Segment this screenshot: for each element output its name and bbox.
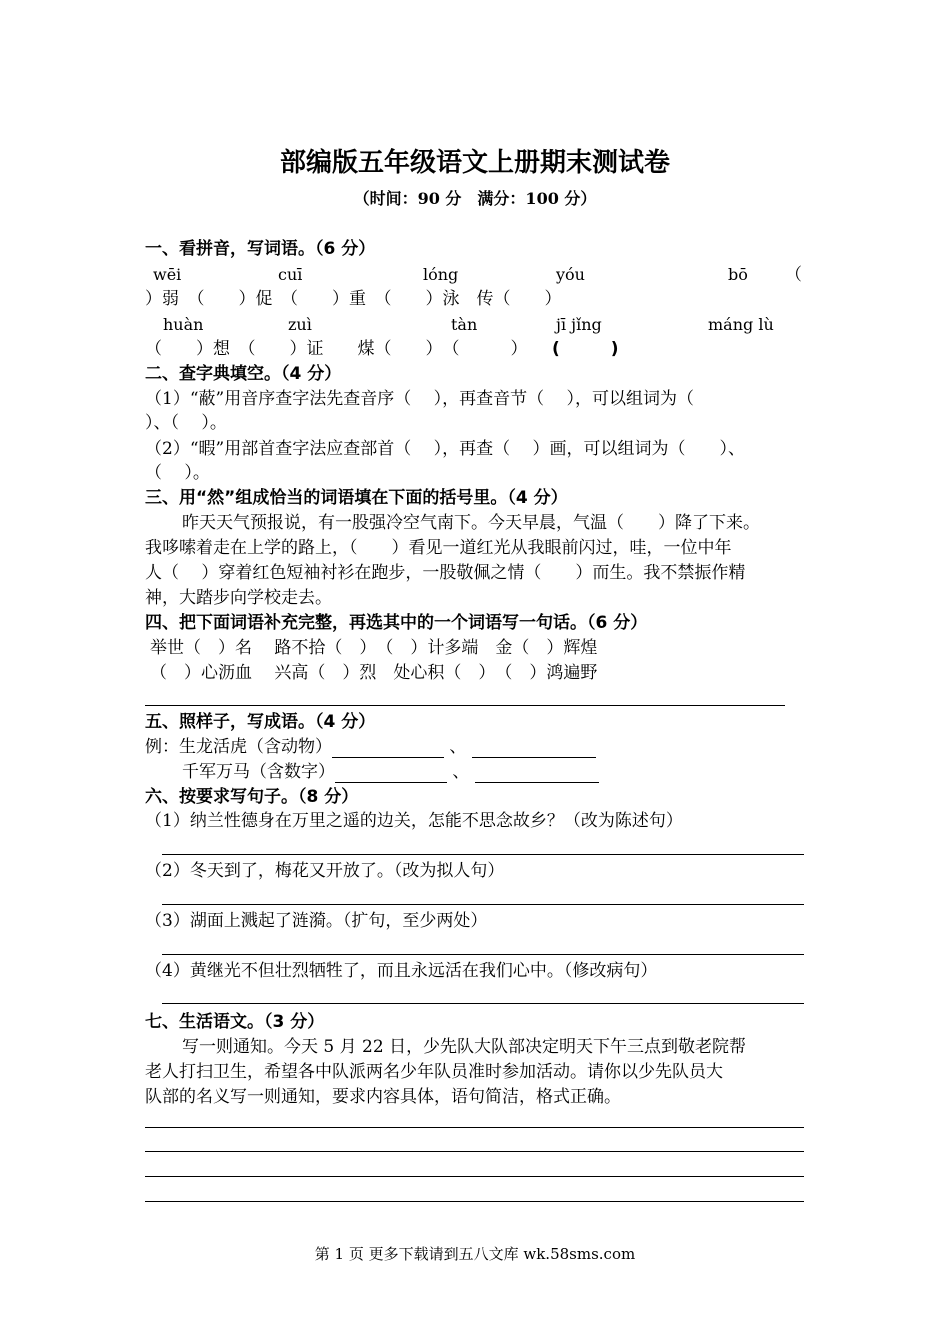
s2-line-1: （1）“蔽”用音序查字法先查音序（ ），再查音节（ ），可以组词为（	[145, 389, 695, 409]
pinyin-bo: bō	[728, 265, 748, 284]
pinyin-you: yóu	[556, 265, 585, 284]
answer-line	[145, 1176, 804, 1177]
pinyin-wei: wēi	[153, 265, 182, 284]
page-subtitle: （时间：90 分 满分：100 分）	[353, 189, 597, 208]
answer-line	[145, 1127, 804, 1128]
answer-blank	[335, 764, 447, 783]
pinyin-cui: cuī	[278, 265, 303, 284]
separator: 、	[452, 762, 470, 782]
s4-line-1: 举世（ ）名 路不拾（ ） （ ）计多端 金（ ）辉煌	[150, 638, 598, 658]
answer-line	[145, 1151, 804, 1152]
s2-line-2: ）、（ ）。	[145, 413, 227, 433]
words-row-2-end: ( )	[552, 339, 619, 359]
s6-question-3: （3）湖面上溅起了涟漪。（扩句，至少两处）	[145, 911, 488, 931]
words-row-2: （ ）想 （ ）证 煤（ ） （ ）	[145, 339, 528, 359]
section-6-heading: 六、按要求写句子。（8 分）	[145, 787, 359, 807]
s3-line-3: 人（ ）穿着红色短袖衬衫在跑步，一股敬佩之情（ ）而生。我不禁振作精	[145, 563, 746, 583]
answer-line	[162, 954, 804, 955]
pinyin-mang-lu: máng lù	[708, 315, 774, 334]
s2-line-4: （ ）。	[145, 463, 210, 483]
answer-line	[145, 1201, 804, 1202]
answer-line	[162, 854, 804, 855]
s7-line-1: 写一则通知。今天 5 月 22 日，少先队大队部决定明天下午三点到敬老院帮	[182, 1037, 747, 1057]
section-4-heading: 四、把下面词语补充完整，再选其中的一个词语写一句话。（6 分）	[145, 613, 648, 633]
section-3-heading: 三、用“然”组成恰当的词语填在下面的括号里。（4 分）	[145, 488, 568, 508]
s3-line-2: 我哆嗦着走在上学的路上，（ ）看见一道红光从我眼前闪过，哇，一位中年	[145, 538, 732, 558]
section-5-heading: 五、照样子，写成语。（4 分）	[145, 712, 376, 732]
s6-question-2: （2）冬天到了，梅花又开放了。（改为拟人句）	[145, 861, 505, 881]
pinyin-ji-jing: jī jǐng	[556, 315, 602, 334]
page-footer: 第 1 页 更多下载请到五八文库 wk.58sms.com	[314, 1245, 636, 1263]
s3-line-4: 神，大踏步向学校走去。	[145, 588, 332, 608]
answer-line	[162, 904, 804, 905]
page-title: 部编版五年级语文上册期末测试卷	[279, 148, 670, 178]
answer-blank	[475, 764, 599, 783]
example-2-text: 千军万马（含数字）	[182, 762, 335, 782]
s3-line-1: 昨天天气预报说，有一股强冷空气南下。今天早晨，气温（ ）降了下来。	[182, 513, 760, 533]
words-row-1: ）弱 （ ）促 （ ）重 （ ）泳 传（ ）	[145, 289, 562, 309]
s6-question-4: （4）黄继光不但壮烈牺牲了，而且永远活在我们心中。（修改病句）	[145, 961, 658, 981]
section-1-heading: 一、看拼音，写词语。（6 分）	[145, 239, 376, 259]
answer-blank	[332, 739, 444, 758]
answer-blank	[472, 739, 596, 758]
separator: 、	[449, 737, 467, 757]
example-1-text: 例：生龙活虎（含动物）	[145, 737, 332, 757]
pinyin-long: lóng	[423, 265, 459, 284]
s7-line-3: 队部的名义写一则通知，要求内容具体，语句简洁，格式正确。	[145, 1087, 621, 1107]
pinyin-huan: huàn	[163, 315, 204, 334]
s7-line-2: 老人打扫卫生，希望各中队派两名少年队员准时参加活动。请你以少先队员大	[145, 1062, 723, 1082]
example-row-2	[182, 761, 599, 783]
s2-line-3: （2）“暇”用部首查字法应查部首（ ），再查（ ）画，可以组词为（ ）、	[145, 439, 746, 459]
s4-line-2: （ ）心沥血 兴高（ ）烈 处心积（ ） （ ）鸿遍野	[150, 663, 598, 683]
answer-line	[145, 705, 785, 706]
s6-question-1: （1）纳兰性德身在万里之遥的边关，怎能不思念故乡？（改为陈述句）	[145, 811, 683, 831]
section-2-heading: 二、查字典填空。（4 分）	[145, 364, 342, 384]
example-row-1	[145, 736, 596, 758]
answer-line	[162, 1003, 804, 1004]
bracket-open: （	[785, 265, 802, 285]
pinyin-tan: tàn	[451, 315, 478, 334]
pinyin-zui: zuì	[288, 315, 312, 334]
section-7-heading: 七、生活语文。（3 分）	[145, 1012, 325, 1032]
